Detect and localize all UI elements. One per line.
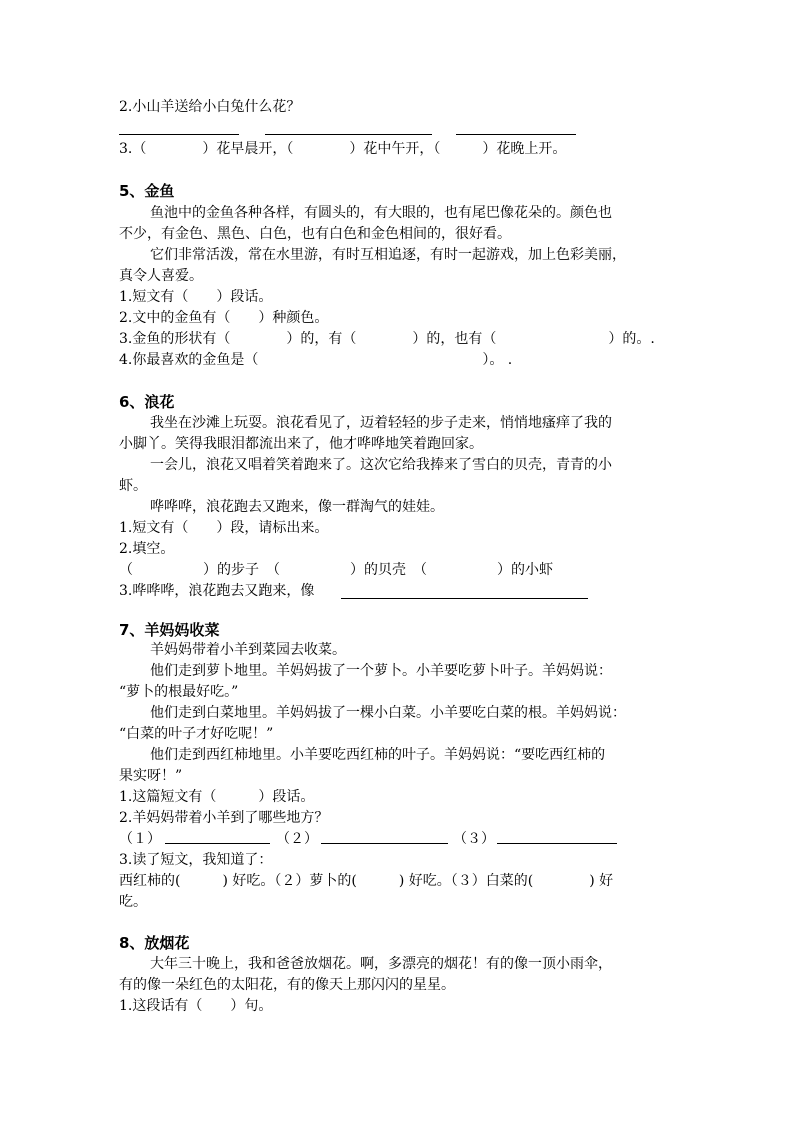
question-8-1: 1.这段话有（ ）句。 xyxy=(119,998,273,1014)
section-5-text: 不少，有金色、黑色、白色，也有白色和金色相间的，很好看。 xyxy=(119,226,511,242)
answer-line[interactable] xyxy=(165,843,270,844)
question-5-3: 3.金鱼的形状有（ ）的，有（ ）的，也有（ ）的。. xyxy=(119,331,655,347)
answer-line[interactable] xyxy=(321,843,448,844)
answer-label: （１） xyxy=(119,831,161,847)
section-8-heading: 8、放烟花 xyxy=(119,934,190,952)
question-7-2: 2.羊妈妈带着小羊到了哪些地方？ xyxy=(119,810,329,826)
question-7-1: 1.这篇短文有（ ）段话。 xyxy=(119,789,315,805)
question-5-1: 1.短文有（ ）段话。 xyxy=(119,289,273,305)
answer-line[interactable] xyxy=(119,134,239,135)
section-7-text: 他们走到白菜地里。羊妈妈拔了一棵小白菜。小羊要吃白菜的根。羊妈妈说： xyxy=(150,705,626,721)
question-4-3: 3.（ ）花早晨开，（ ）花中午开，（ ）花晚上开。 xyxy=(119,141,567,157)
section-6-text: 小脚丫。笑得我眼泪都流出来了，他才哗哗地笑着跑回家。 xyxy=(119,436,483,452)
answer-line[interactable] xyxy=(456,134,576,135)
question-6-2-blanks: （ ）的步子 （ ）的贝壳 （ ）的小虾 xyxy=(119,562,553,578)
section-7-text: 他们走到萝卜地里。羊妈妈拔了一个萝卜。小羊要吃萝卜叶子。羊妈妈说： xyxy=(150,663,612,679)
question-5-2: 2.文中的金鱼有（ ）种颜色。 xyxy=(119,310,329,326)
section-5-text: 它们非常活泼，常在水里游，有时互相追逐，有时一起游戏，加上色彩美丽， xyxy=(150,247,626,263)
question-7-3-answer: 西红柿的( ) 好吃。（２）萝卜的( ) 好吃。（３）白菜的( ) 好 xyxy=(119,873,614,889)
section-8-text: 有的像一朵红色的太阳花，有的像天上那闪闪的星星。 xyxy=(119,977,455,993)
section-5-text: 真令人喜爱。 xyxy=(119,268,203,284)
question-6-2: 2.填空。 xyxy=(119,541,175,557)
question-6-3: 3.哗哗哗，浪花跑去又跑来，像 xyxy=(119,583,315,599)
question-6-1: 1.短文有（ ）段，请标出来。 xyxy=(119,520,329,536)
section-5-heading: 5、金鱼 xyxy=(119,182,175,200)
answer-line[interactable] xyxy=(341,598,588,599)
section-6-heading: 6、浪花 xyxy=(119,393,175,411)
section-5-text: 鱼池中的金鱼各种各样，有圆头的，有大眼的，也有尾巴像花朵的。颜色也 xyxy=(150,205,612,221)
section-6-text: 一会儿，浪花又唱着笑着跑来了。这次它给我捧来了雪白的贝壳，青青的小 xyxy=(150,457,612,473)
section-8-text: 大年三十晚上，我和爸爸放烟花。啊，多漂亮的烟花！有的像一顶小雨伞， xyxy=(150,956,612,972)
answer-label: （２） xyxy=(276,831,318,847)
section-7-text: 他们走到西红柿地里。小羊要吃西红柿的叶子。羊妈妈说：“要吃西红柿的 xyxy=(150,747,606,763)
answer-label: （３） xyxy=(453,831,495,847)
section-7-heading: 7、羊妈妈收菜 xyxy=(119,621,220,639)
question-4-2: 2.小山羊送给小白兔什么花？ xyxy=(119,99,301,115)
section-6-text: 虾。 xyxy=(119,478,147,494)
section-6-text: 哗哗哗，浪花跑去又跑来，像一群淘气的娃娃。 xyxy=(150,499,444,515)
section-7-text: “萝卜的根最好吃。” xyxy=(119,684,239,700)
section-7-text: 羊妈妈带着小羊到菜园去收菜。 xyxy=(150,642,346,658)
question-7-3: 3.读了短文，我知道了： xyxy=(119,852,273,868)
section-7-text: “白菜的叶子才好吃呢！” xyxy=(119,726,274,742)
answer-line[interactable] xyxy=(265,134,432,135)
answer-line[interactable] xyxy=(497,843,617,844)
section-6-text: 我坐在沙滩上玩耍。浪花看见了，迈着轻轻的步子走来，悄悄地瘙痒了我的 xyxy=(150,415,612,431)
question-5-4: 4.你最喜欢的金鱼是（ ）。 . xyxy=(119,352,513,368)
section-7-text: 果实呀！” xyxy=(119,768,183,784)
question-7-3-answer: 吃。 xyxy=(119,894,147,910)
